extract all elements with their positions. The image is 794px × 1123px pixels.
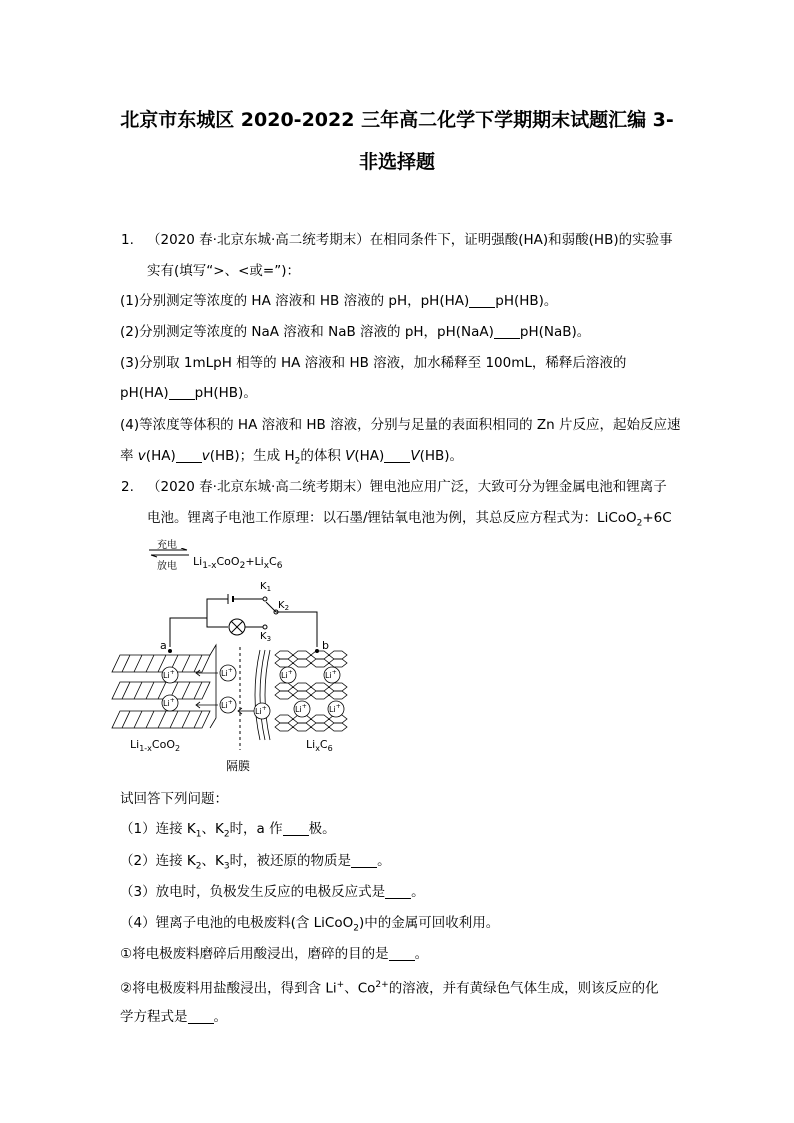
q2-sub4-item1: ①将电极废料磨碎后用酸浸出，磨碎的目的是 。	[120, 946, 429, 962]
answer-blank[interactable]	[188, 1009, 214, 1024]
q1-part2: (2)分别测定等浓度的 NaA 溶液和 NaB 溶液的 pH，pH(NaA) pH(NaB)。	[120, 324, 591, 340]
answer-blank[interactable]	[351, 853, 377, 868]
k2-label: $K_2$	[278, 600, 290, 612]
q1-part3-line1: (3)分别取 1mLpH 相等的 HA 溶液和 HB 溶液，加水稀释至 100mL，稀释后溶液的	[120, 355, 627, 371]
battery-diagram	[110, 575, 370, 775]
q1-part4-line1: (4)等浓度等体积的 HA 溶液和 HB 溶液，分别与足量的表面积相同的 Zn 片反应，起始反应速	[120, 417, 681, 433]
answer-blank[interactable]	[469, 293, 495, 308]
q1-part3-line2: pH(HA) pH(HB)。	[120, 385, 257, 401]
q2-sub4-item2-line1: ②将电极废料用盐酸浸出，得到含 Li+、$Co^{2+}$的溶液，并有黄绿色气体生成，则该反应的化	[120, 980, 659, 997]
q2-intro-line1: （2020 春·北京东城·高二统考期末）锂电池应用广泛，大致可分为锂金属电池和锂离子	[147, 479, 667, 495]
charge-label: 充电	[157, 540, 177, 551]
svg-text:Li+: Li+	[295, 703, 307, 714]
svg-text:Li+: Li+	[163, 697, 175, 708]
doc-title-line1: 北京市东城区 2020-2022 三年高二化学下学期期末试题汇编 3-	[120, 109, 674, 131]
svg-text:Li+: Li+	[281, 669, 293, 680]
q1-intro-line2: 实有(填写“>、<或=”)：	[147, 263, 300, 279]
q1-number: 1.	[121, 232, 134, 248]
electrode-a-label: a	[160, 639, 167, 652]
q2-intro-line2: 电池。锂离子电池工作原理：以石墨/锂钴氧电池为例，其总反应方程式为：LiCoO$_2$+6C	[147, 510, 672, 529]
answer-blank[interactable]	[176, 448, 202, 463]
answer-blank[interactable]	[283, 821, 309, 836]
svg-text:Li+: Li+	[163, 669, 175, 680]
reaction-equation	[147, 536, 307, 570]
q2-sub4-item2-line2: 学方程式是 。	[120, 1009, 227, 1025]
q1-intro-line1: （2020 春·北京东城·高二统考期末）在相同条件下，证明强酸(HA)和弱酸(HB)的实验事	[147, 232, 673, 248]
q2-sub2: （2）连接 $K_2$、$K_3$时，被还原的物质是 。	[120, 853, 391, 872]
q2-sub1: （1）连接 $K_1$、$K_2$时，a 作 极。	[120, 821, 336, 840]
svg-text:Li+: Li+	[255, 705, 267, 716]
discharge-label: 放电	[157, 561, 177, 572]
q2-ask: 试回答下列问题：	[120, 791, 228, 807]
k3-label: $K_3$	[260, 631, 272, 643]
k1-label: $K_1$	[260, 581, 272, 593]
answer-blank[interactable]	[384, 448, 410, 463]
electrode-b-label: b	[322, 639, 329, 652]
svg-text:Li+: Li+	[221, 699, 233, 710]
svg-text:Li+: Li+	[325, 669, 337, 680]
svg-text:Li+: Li+	[221, 667, 233, 678]
q1-part1: (1)分别测定等浓度的 HA 溶液和 HB 溶液的 pH，pH(HA) pH(HB)。	[120, 293, 558, 309]
doc-title-line2: 非选择题	[358, 151, 435, 173]
q2-number: 2.	[121, 479, 134, 495]
answer-blank[interactable]	[389, 946, 415, 961]
svg-text:Li+: Li+	[329, 703, 341, 714]
equation-products: $Li_{1-x}CoO_2+Li_xC_6$	[193, 555, 283, 572]
answer-blank[interactable]	[169, 385, 195, 400]
q1-part4-line2: 率 v(HA) v(HB)；生成 $H_2$的体积 V(HA) V(HB)。	[120, 448, 464, 467]
answer-blank[interactable]	[494, 324, 520, 339]
q2-sub4: （4）锂离子电池的电极废料(含 LiCoO$_2$)中的金属可回收利用。	[120, 915, 500, 934]
membrane-label: 隔膜	[226, 759, 251, 773]
anode-label: $Li_xC_6$	[306, 738, 333, 753]
cathode-label: $Li_{1-x}CoO_2$	[130, 738, 181, 753]
q2-sub3: （3）放电时，负极发生反应的电极反应式是 。	[120, 884, 425, 900]
answer-blank[interactable]	[385, 884, 411, 899]
